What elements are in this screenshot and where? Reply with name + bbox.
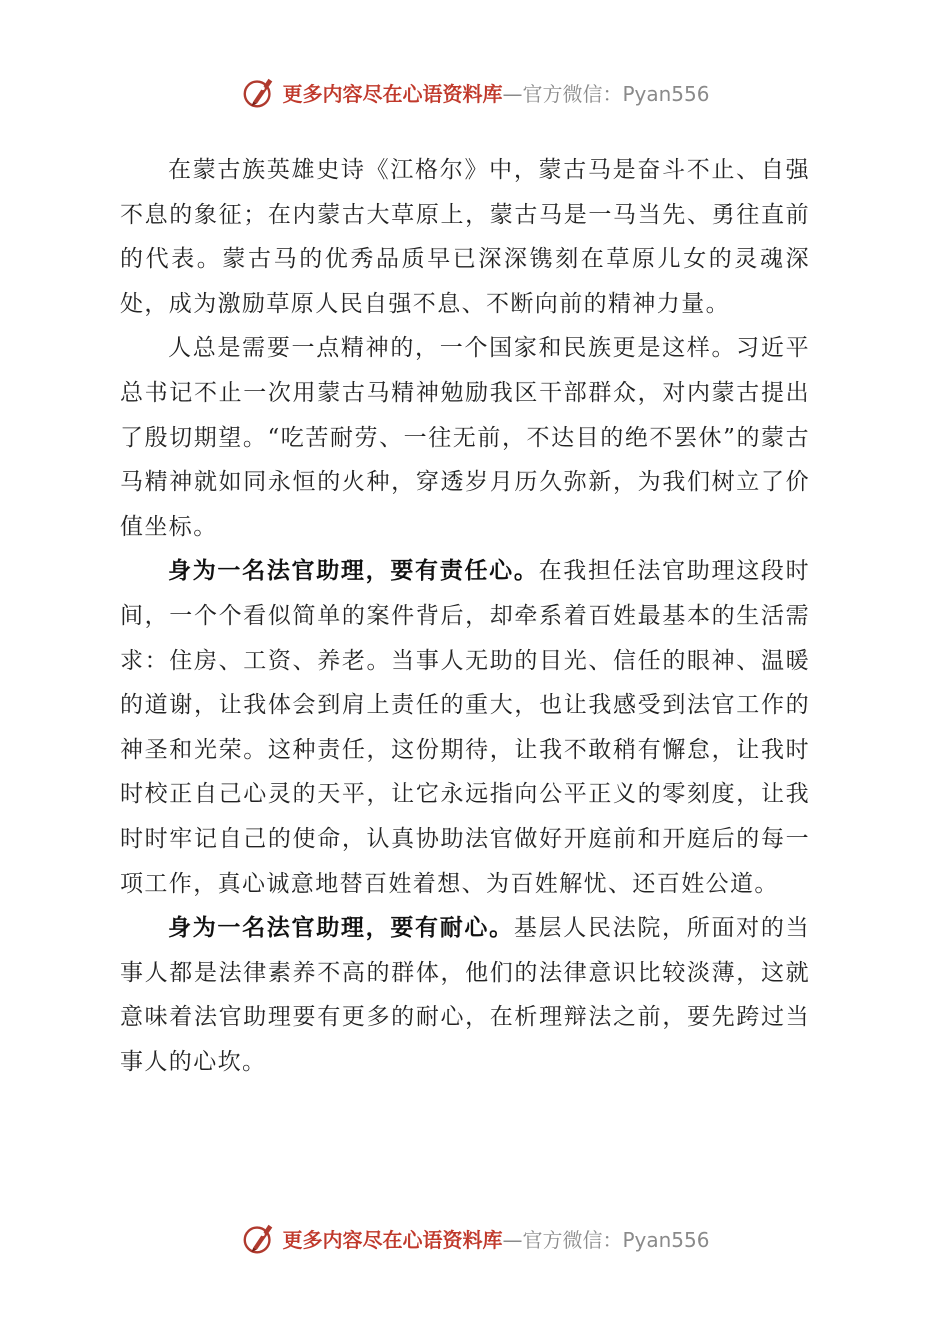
footer-watermark [0, 1216, 950, 1260]
paragraph [120, 326, 810, 549]
paragraph-lead: 身为一名法官助理，要有责任心。 [168, 557, 539, 585]
watermark-text [282, 1224, 709, 1253]
watermark-main: 更多内容尽在心语资料库 [282, 1227, 503, 1252]
watermark-text [282, 78, 709, 107]
pen-logo-icon [240, 73, 278, 111]
watermark-contact: —官方微信：Pyan556 [502, 1227, 710, 1252]
header-watermark [0, 70, 950, 114]
paragraph [120, 906, 810, 1084]
paragraph-text: 在我担任法官助理这段时间，一个个看似简单的案件背后，却牵系着百姓最基本的生活需求：住房、工资、养老。当事人无助的目光、信任的眼神、温暖的道谢，让我体会到肩上责任的重大，也让我感受到法官工作的神圣和光荣。这种责任，这份期待，让我不敢稍有懈怠，让我时时校正自己心灵的天平，让它永远指向公平正义的零刻度，让我时时牢记自己的使命，认真协助法官做好开庭前和开庭后的每一项工作，真心诚意地替百姓着想、为百姓解忧、还百姓公道。 [120, 558, 811, 897]
paragraph-text: 基层人民法院，所面对的当事人都是法律素养不高的群体，他们的法律意识比较淡薄，这就意味着法官助理要有更多的耐心，在析理辩法之前，要先跨过当事人的心坎。 [120, 915, 810, 1075]
paragraph-text: 人总是需要一点精神的，一个国家和民族更是这样。习近平总书记不止一次用蒙古马精神勉励我区干部群众，对内蒙古提出了殷切期望。“吃苦耐劳、一往无前，不达目的绝不罢休”的蒙古马精神就如同永恒的火种，穿透岁月历久弥新，为我们树立了价值坐标。 [120, 335, 810, 540]
pen-logo-icon [240, 1219, 278, 1257]
watermark-main: 更多内容尽在心语资料库 [282, 81, 503, 106]
paragraph [120, 549, 810, 906]
paragraph-text: 在蒙古族英雄史诗《江格尔》中，蒙古马是奋斗不止、自强不息的象征；在内蒙古大草原上，蒙古马是一马当先、勇往直前的代表。蒙古马的优秀品质早已深深镌刻在草原儿女的灵魂深处，成为激励草原人民自强不息、不断向前的精神力量。 [120, 157, 810, 317]
paragraph [120, 148, 810, 326]
document-body [120, 148, 810, 1084]
watermark-contact: —官方微信：Pyan556 [502, 81, 710, 106]
paragraph-lead: 身为一名法官助理，要有耐心。 [168, 914, 514, 942]
